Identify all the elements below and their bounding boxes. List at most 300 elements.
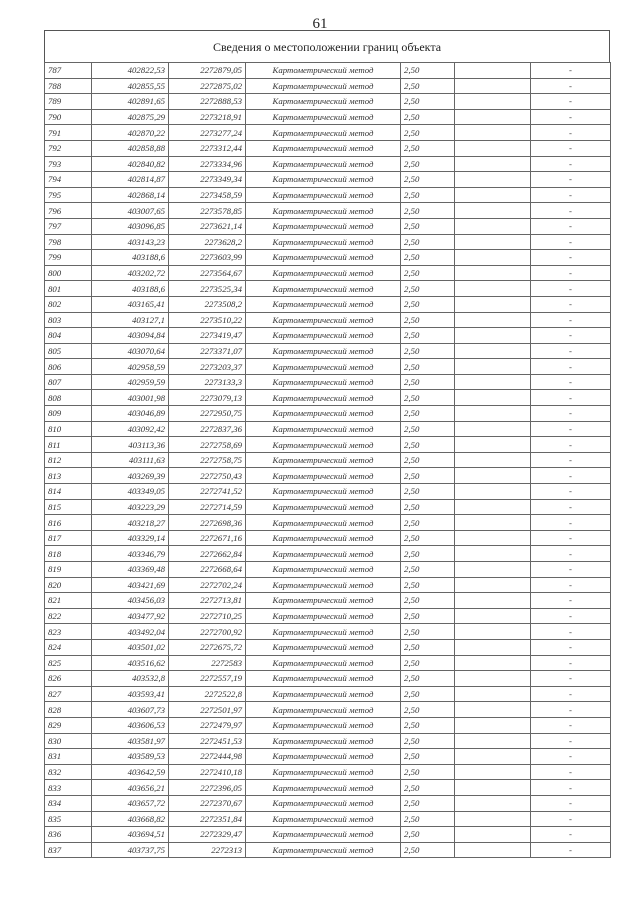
- y-coordinate-cell: 2272668,64: [169, 562, 246, 578]
- point-number-cell: 837: [45, 842, 92, 858]
- table-row: [45, 717, 611, 733]
- method-cell: Картометрический метод: [246, 764, 401, 780]
- y-coordinate-cell: 2272313: [169, 842, 246, 858]
- point-number-cell: 810: [45, 421, 92, 437]
- x-coordinate-cell: 403127,1: [92, 312, 169, 328]
- y-coordinate-cell: 2272583: [169, 655, 246, 671]
- extra-cell: [455, 811, 531, 827]
- table-row: [45, 733, 611, 749]
- y-coordinate-cell: 2272714,59: [169, 499, 246, 515]
- description-cell: -: [531, 842, 611, 858]
- y-coordinate-cell: 2273079,13: [169, 390, 246, 406]
- y-coordinate-cell: 2272662,84: [169, 546, 246, 562]
- x-coordinate-cell: 403223,29: [92, 499, 169, 515]
- extra-cell: [455, 281, 531, 297]
- point-number-cell: 788: [45, 78, 92, 94]
- table-row: [45, 312, 611, 328]
- y-coordinate-cell: 2272750,43: [169, 468, 246, 484]
- y-coordinate-cell: 2272702,24: [169, 577, 246, 593]
- precision-cell: 2,50: [401, 218, 455, 234]
- table-row: [45, 795, 611, 811]
- x-coordinate-cell: 403070,64: [92, 343, 169, 359]
- y-coordinate-cell: 2272522,8: [169, 686, 246, 702]
- x-coordinate-cell: 403094,84: [92, 328, 169, 344]
- description-cell: -: [531, 530, 611, 546]
- y-coordinate-cell: 2272675,72: [169, 639, 246, 655]
- point-number-cell: 819: [45, 562, 92, 578]
- y-coordinate-cell: 2273508,2: [169, 296, 246, 312]
- extra-cell: [455, 390, 531, 406]
- extra-cell: [455, 109, 531, 125]
- precision-cell: 2,50: [401, 795, 455, 811]
- point-number-cell: 809: [45, 406, 92, 422]
- point-number-cell: 798: [45, 234, 92, 250]
- precision-cell: 2,50: [401, 281, 455, 297]
- page-number: 61: [312, 16, 328, 32]
- description-cell: -: [531, 452, 611, 468]
- point-number-cell: 814: [45, 484, 92, 500]
- table-row: [45, 94, 611, 110]
- precision-cell: 2,50: [401, 764, 455, 780]
- table-row: [45, 265, 611, 281]
- description-cell: -: [531, 78, 611, 94]
- description-cell: -: [531, 702, 611, 718]
- y-coordinate-cell: 2273458,59: [169, 187, 246, 203]
- extra-cell: [455, 468, 531, 484]
- point-number-cell: 828: [45, 702, 92, 718]
- x-coordinate-cell: 402891,65: [92, 94, 169, 110]
- table-row: [45, 281, 611, 297]
- precision-cell: 2,50: [401, 671, 455, 687]
- extra-cell: [455, 795, 531, 811]
- method-cell: Картометрический метод: [246, 250, 401, 266]
- y-coordinate-cell: 2273334,96: [169, 156, 246, 172]
- table-row: [45, 390, 611, 406]
- extra-cell: [455, 156, 531, 172]
- description-cell: -: [531, 499, 611, 515]
- point-number-cell: 812: [45, 452, 92, 468]
- extra-cell: [455, 78, 531, 94]
- extra-cell: [455, 624, 531, 640]
- point-number-cell: 833: [45, 780, 92, 796]
- y-coordinate-cell: 2272837,36: [169, 421, 246, 437]
- x-coordinate-cell: 403113,36: [92, 437, 169, 453]
- x-coordinate-cell: 402858,88: [92, 140, 169, 156]
- description-cell: -: [531, 359, 611, 375]
- method-cell: Картометрический метод: [246, 265, 401, 281]
- point-number-cell: 817: [45, 530, 92, 546]
- precision-cell: 2,50: [401, 156, 455, 172]
- table-row: [45, 437, 611, 453]
- precision-cell: 2,50: [401, 63, 455, 79]
- extra-cell: [455, 172, 531, 188]
- description-cell: -: [531, 562, 611, 578]
- extra-cell: [455, 717, 531, 733]
- x-coordinate-cell: 403143,23: [92, 234, 169, 250]
- x-coordinate-cell: 403516,62: [92, 655, 169, 671]
- precision-cell: 2,50: [401, 94, 455, 110]
- precision-cell: 2,50: [401, 468, 455, 484]
- description-cell: -: [531, 827, 611, 843]
- description-cell: -: [531, 780, 611, 796]
- method-cell: Картометрический метод: [246, 530, 401, 546]
- extra-cell: [455, 562, 531, 578]
- description-cell: -: [531, 764, 611, 780]
- method-cell: Картометрический метод: [246, 406, 401, 422]
- x-coordinate-cell: 403477,92: [92, 608, 169, 624]
- precision-cell: 2,50: [401, 562, 455, 578]
- x-coordinate-cell: 403092,42: [92, 421, 169, 437]
- x-coordinate-cell: 403668,82: [92, 811, 169, 827]
- method-cell: Картометрический метод: [246, 795, 401, 811]
- table-row: [45, 452, 611, 468]
- point-number-cell: 825: [45, 655, 92, 671]
- method-cell: Картометрический метод: [246, 577, 401, 593]
- precision-cell: 2,50: [401, 78, 455, 94]
- point-number-cell: 806: [45, 359, 92, 375]
- precision-cell: 2,50: [401, 577, 455, 593]
- table-row: [45, 156, 611, 172]
- extra-cell: [455, 421, 531, 437]
- x-coordinate-cell: 403111,63: [92, 452, 169, 468]
- point-number-cell: 821: [45, 593, 92, 609]
- precision-cell: 2,50: [401, 328, 455, 344]
- y-coordinate-cell: 2273510,22: [169, 312, 246, 328]
- extra-cell: [455, 749, 531, 765]
- point-number-cell: 807: [45, 374, 92, 390]
- description-cell: -: [531, 406, 611, 422]
- method-cell: Картометрический метод: [246, 827, 401, 843]
- method-cell: Картометрический метод: [246, 312, 401, 328]
- method-cell: Картометрический метод: [246, 172, 401, 188]
- method-cell: Картометрический метод: [246, 842, 401, 858]
- method-cell: Картометрический метод: [246, 452, 401, 468]
- description-cell: -: [531, 484, 611, 500]
- extra-cell: [455, 343, 531, 359]
- precision-cell: 2,50: [401, 639, 455, 655]
- precision-cell: 2,50: [401, 686, 455, 702]
- table-row: [45, 562, 611, 578]
- method-cell: Картометрический метод: [246, 655, 401, 671]
- table-row: [45, 499, 611, 515]
- point-number-cell: 834: [45, 795, 92, 811]
- method-cell: Картометрический метод: [246, 156, 401, 172]
- method-cell: Картометрический метод: [246, 780, 401, 796]
- precision-cell: 2,50: [401, 421, 455, 437]
- y-coordinate-cell: 2272501,97: [169, 702, 246, 718]
- precision-cell: 2,50: [401, 140, 455, 156]
- method-cell: Картометрический метод: [246, 328, 401, 344]
- table-row: [45, 406, 611, 422]
- precision-cell: 2,50: [401, 203, 455, 219]
- table-row: [45, 234, 611, 250]
- table-row: [45, 172, 611, 188]
- description-cell: -: [531, 343, 611, 359]
- point-number-cell: 802: [45, 296, 92, 312]
- y-coordinate-cell: 2272410,18: [169, 764, 246, 780]
- description-cell: -: [531, 686, 611, 702]
- method-cell: Картометрический метод: [246, 203, 401, 219]
- y-coordinate-cell: 2272698,36: [169, 515, 246, 531]
- y-coordinate-cell: 2272950,75: [169, 406, 246, 422]
- point-number-cell: 805: [45, 343, 92, 359]
- x-coordinate-cell: 403001,98: [92, 390, 169, 406]
- description-cell: -: [531, 172, 611, 188]
- table-row: [45, 78, 611, 94]
- table-row: [45, 842, 611, 858]
- table-row: [45, 827, 611, 843]
- x-coordinate-cell: 403656,21: [92, 780, 169, 796]
- extra-cell: [455, 312, 531, 328]
- x-coordinate-cell: 403349,05: [92, 484, 169, 500]
- method-cell: Картометрический метод: [246, 281, 401, 297]
- method-cell: Картометрический метод: [246, 187, 401, 203]
- y-coordinate-cell: 2272888,53: [169, 94, 246, 110]
- table-row: [45, 421, 611, 437]
- extra-cell: [455, 359, 531, 375]
- method-cell: Картометрический метод: [246, 94, 401, 110]
- point-number-cell: 835: [45, 811, 92, 827]
- precision-cell: 2,50: [401, 811, 455, 827]
- x-coordinate-cell: 402959,59: [92, 374, 169, 390]
- extra-cell: [455, 546, 531, 562]
- method-cell: Картометрический метод: [246, 593, 401, 609]
- x-coordinate-cell: 403606,53: [92, 717, 169, 733]
- description-cell: -: [531, 577, 611, 593]
- method-cell: Картометрический метод: [246, 359, 401, 375]
- method-cell: Картометрический метод: [246, 562, 401, 578]
- extra-cell: [455, 686, 531, 702]
- table-row: [45, 125, 611, 141]
- table-row: [45, 374, 611, 390]
- extra-cell: [455, 94, 531, 110]
- point-number-cell: 827: [45, 686, 92, 702]
- method-cell: Картометрический метод: [246, 717, 401, 733]
- method-cell: Картометрический метод: [246, 811, 401, 827]
- description-cell: -: [531, 265, 611, 281]
- precision-cell: 2,50: [401, 406, 455, 422]
- extra-cell: [455, 484, 531, 500]
- x-coordinate-cell: 403492,04: [92, 624, 169, 640]
- method-cell: Картометрический метод: [246, 515, 401, 531]
- extra-cell: [455, 374, 531, 390]
- table-body: [45, 63, 611, 858]
- precision-cell: 2,50: [401, 359, 455, 375]
- table-row: [45, 593, 611, 609]
- precision-cell: 2,50: [401, 452, 455, 468]
- y-coordinate-cell: 2272700,92: [169, 624, 246, 640]
- point-number-cell: 818: [45, 546, 92, 562]
- method-cell: Картометрический метод: [246, 733, 401, 749]
- table-row: [45, 702, 611, 718]
- precision-cell: 2,50: [401, 265, 455, 281]
- y-coordinate-cell: 2272370,67: [169, 795, 246, 811]
- x-coordinate-cell: 402875,29: [92, 109, 169, 125]
- precision-cell: 2,50: [401, 608, 455, 624]
- extra-cell: [455, 437, 531, 453]
- description-cell: -: [531, 390, 611, 406]
- description-cell: -: [531, 421, 611, 437]
- extra-cell: [455, 234, 531, 250]
- boundary-points-table: [44, 62, 611, 858]
- table-row: [45, 655, 611, 671]
- extra-cell: [455, 328, 531, 344]
- point-number-cell: 797: [45, 218, 92, 234]
- table-row: [45, 780, 611, 796]
- table-row: [45, 515, 611, 531]
- precision-cell: 2,50: [401, 296, 455, 312]
- y-coordinate-cell: 2272741,52: [169, 484, 246, 500]
- precision-cell: 2,50: [401, 749, 455, 765]
- y-coordinate-cell: 2272351,84: [169, 811, 246, 827]
- x-coordinate-cell: 403188,6: [92, 281, 169, 297]
- extra-cell: [455, 499, 531, 515]
- table-row: [45, 218, 611, 234]
- description-cell: -: [531, 63, 611, 79]
- extra-cell: [455, 125, 531, 141]
- x-coordinate-cell: 402958,59: [92, 359, 169, 375]
- point-number-cell: 790: [45, 109, 92, 125]
- x-coordinate-cell: 403581,97: [92, 733, 169, 749]
- method-cell: Картометрический метод: [246, 702, 401, 718]
- point-number-cell: 789: [45, 94, 92, 110]
- precision-cell: 2,50: [401, 655, 455, 671]
- table-row: [45, 764, 611, 780]
- x-coordinate-cell: 403642,59: [92, 764, 169, 780]
- y-coordinate-cell: 2272444,98: [169, 749, 246, 765]
- method-cell: Картометрический метод: [246, 78, 401, 94]
- point-number-cell: 803: [45, 312, 92, 328]
- point-number-cell: 793: [45, 156, 92, 172]
- method-cell: Картометрический метод: [246, 140, 401, 156]
- extra-cell: [455, 655, 531, 671]
- description-cell: -: [531, 187, 611, 203]
- method-cell: Картометрический метод: [246, 125, 401, 141]
- description-cell: -: [531, 655, 611, 671]
- point-number-cell: 808: [45, 390, 92, 406]
- extra-cell: [455, 250, 531, 266]
- table-row: [45, 484, 611, 500]
- x-coordinate-cell: 402822,53: [92, 63, 169, 79]
- x-coordinate-cell: 402855,55: [92, 78, 169, 94]
- y-coordinate-cell: 2272451,53: [169, 733, 246, 749]
- x-coordinate-cell: 403737,75: [92, 842, 169, 858]
- table-row: [45, 140, 611, 156]
- point-number-cell: 796: [45, 203, 92, 219]
- method-cell: Картометрический метод: [246, 374, 401, 390]
- method-cell: Картометрический метод: [246, 109, 401, 125]
- precision-cell: 2,50: [401, 312, 455, 328]
- precision-cell: 2,50: [401, 717, 455, 733]
- extra-cell: [455, 530, 531, 546]
- point-number-cell: 815: [45, 499, 92, 515]
- extra-cell: [455, 639, 531, 655]
- x-coordinate-cell: 402868,14: [92, 187, 169, 203]
- precision-cell: 2,50: [401, 530, 455, 546]
- table-row: [45, 187, 611, 203]
- x-coordinate-cell: 403369,48: [92, 562, 169, 578]
- y-coordinate-cell: 2273628,2: [169, 234, 246, 250]
- point-number-cell: 823: [45, 624, 92, 640]
- description-cell: -: [531, 312, 611, 328]
- precision-cell: 2,50: [401, 250, 455, 266]
- table-row: [45, 250, 611, 266]
- method-cell: Картометрический метод: [246, 421, 401, 437]
- x-coordinate-cell: 403607,73: [92, 702, 169, 718]
- point-number-cell: 794: [45, 172, 92, 188]
- precision-cell: 2,50: [401, 499, 455, 515]
- table-row: [45, 296, 611, 312]
- description-cell: -: [531, 624, 611, 640]
- x-coordinate-cell: 402840,82: [92, 156, 169, 172]
- method-cell: Картометрический метод: [246, 343, 401, 359]
- description-cell: -: [531, 717, 611, 733]
- point-number-cell: 820: [45, 577, 92, 593]
- method-cell: Картометрический метод: [246, 234, 401, 250]
- extra-cell: [455, 515, 531, 531]
- point-number-cell: 830: [45, 733, 92, 749]
- table-row: [45, 359, 611, 375]
- x-coordinate-cell: 403188,6: [92, 250, 169, 266]
- table-row: [45, 811, 611, 827]
- method-cell: Картометрический метод: [246, 671, 401, 687]
- table-row: [45, 639, 611, 655]
- extra-cell: [455, 733, 531, 749]
- description-cell: -: [531, 250, 611, 266]
- method-cell: Картометрический метод: [246, 608, 401, 624]
- extra-cell: [455, 780, 531, 796]
- y-coordinate-cell: 2273277,24: [169, 125, 246, 141]
- extra-cell: [455, 593, 531, 609]
- description-cell: -: [531, 546, 611, 562]
- precision-cell: 2,50: [401, 624, 455, 640]
- point-number-cell: 836: [45, 827, 92, 843]
- table-row: [45, 624, 611, 640]
- point-number-cell: 787: [45, 63, 92, 79]
- description-cell: -: [531, 328, 611, 344]
- table-row: [45, 608, 611, 624]
- y-coordinate-cell: 2272479,97: [169, 717, 246, 733]
- precision-cell: 2,50: [401, 172, 455, 188]
- description-cell: -: [531, 203, 611, 219]
- x-coordinate-cell: 403269,39: [92, 468, 169, 484]
- precision-cell: 2,50: [401, 125, 455, 141]
- extra-cell: [455, 203, 531, 219]
- table-row: [45, 109, 611, 125]
- extra-cell: [455, 140, 531, 156]
- precision-cell: 2,50: [401, 343, 455, 359]
- extra-cell: [455, 406, 531, 422]
- point-number-cell: 832: [45, 764, 92, 780]
- y-coordinate-cell: 2273525,34: [169, 281, 246, 297]
- precision-cell: 2,50: [401, 515, 455, 531]
- y-coordinate-cell: 2273621,14: [169, 218, 246, 234]
- x-coordinate-cell: 402870,22: [92, 125, 169, 141]
- point-number-cell: 822: [45, 608, 92, 624]
- y-coordinate-cell: 2272879,05: [169, 63, 246, 79]
- point-number-cell: 816: [45, 515, 92, 531]
- extra-cell: [455, 764, 531, 780]
- table-row: [45, 686, 611, 702]
- y-coordinate-cell: 2272329,47: [169, 827, 246, 843]
- x-coordinate-cell: 403046,89: [92, 406, 169, 422]
- x-coordinate-cell: 403165,41: [92, 296, 169, 312]
- description-cell: -: [531, 468, 611, 484]
- table-row: [45, 671, 611, 687]
- description-cell: -: [531, 639, 611, 655]
- method-cell: Картометрический метод: [246, 546, 401, 562]
- precision-cell: 2,50: [401, 437, 455, 453]
